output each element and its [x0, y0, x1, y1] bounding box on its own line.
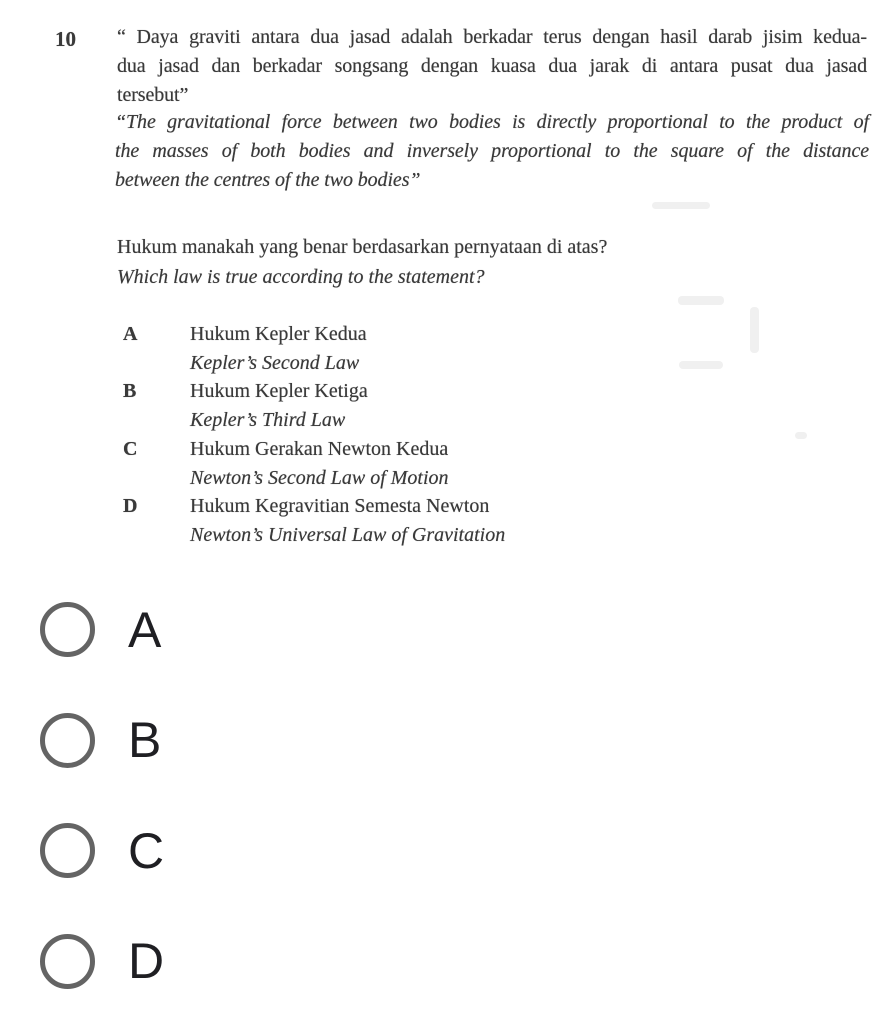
radio-option-d[interactable] [40, 934, 164, 989]
choice-row-c [123, 435, 763, 492]
statement-malay-line: “ Daya graviti antara dua jasad adalah berkadar terus dengan hasil darab jisim kedua- [117, 26, 867, 48]
choice-text-malay: Hukum Kepler Ketiga [190, 380, 368, 403]
choice-row-d [123, 492, 763, 549]
scan-artifact [750, 307, 759, 353]
scan-artifact [679, 361, 723, 369]
statement-english-line: the masses of both bodies and inversely proportional to the square of the distance [115, 140, 869, 162]
radio-button-icon[interactable] [40, 713, 95, 768]
radio-option-label[interactable]: A [128, 601, 162, 658]
choice-row-a [123, 320, 763, 377]
choice-text-english: Newton’s Second Law of Motion [190, 466, 449, 489]
scan-artifact [678, 296, 724, 305]
prompt-malay: Hukum manakah yang benar berdasarkan pernyataan di atas? [117, 236, 608, 258]
choice-list [123, 320, 763, 550]
statement-english-line: between the centres of the two bodies” [115, 169, 421, 191]
radio-option-c[interactable] [40, 823, 164, 878]
choice-text-english: Kepler’s Third Law [190, 409, 346, 432]
choice-text-malay: Hukum Kegravitian Semesta Newton [190, 495, 490, 518]
radio-button-icon[interactable] [40, 934, 95, 989]
statement-malay-line: dua jasad dan berkadar songsang dengan kuasa dua jarak di antara pusat dua jasad [117, 55, 867, 77]
statement-malay-line: tersebut” [117, 84, 189, 106]
radio-button-icon[interactable] [40, 602, 95, 657]
choice-text-english: Kepler’s Second Law [190, 351, 360, 374]
question-prompt [117, 233, 607, 292]
choice-text-malay: Hukum Kepler Kedua [190, 323, 367, 345]
radio-option-a[interactable] [40, 602, 161, 657]
radio-button-icon[interactable] [40, 823, 95, 878]
choice-letter: B [123, 380, 137, 403]
radio-option-label[interactable]: B [128, 712, 162, 768]
choice-letter: A [123, 323, 138, 345]
prompt-english: Which law is true according to the statement? [117, 265, 485, 288]
radio-option-label[interactable]: C [128, 822, 165, 879]
statement-english [115, 108, 869, 195]
choice-row-b [123, 377, 763, 434]
radio-option-label[interactable]: D [128, 933, 165, 989]
statement-malay [117, 23, 867, 110]
choice-letter: C [123, 437, 138, 460]
scan-artifact [652, 202, 710, 209]
radio-option-b[interactable] [40, 713, 161, 768]
scan-artifact [795, 432, 807, 439]
question-number: 10 [55, 27, 76, 51]
statement-english-line: “The gravitational force between two bodies is directly proportional to the product of [115, 111, 869, 133]
choice-text-english: Newton’s Universal Law of Gravitation [190, 523, 506, 546]
choice-text-malay: Hukum Gerakan Newton Kedua [190, 437, 449, 460]
choice-letter: D [123, 495, 138, 518]
